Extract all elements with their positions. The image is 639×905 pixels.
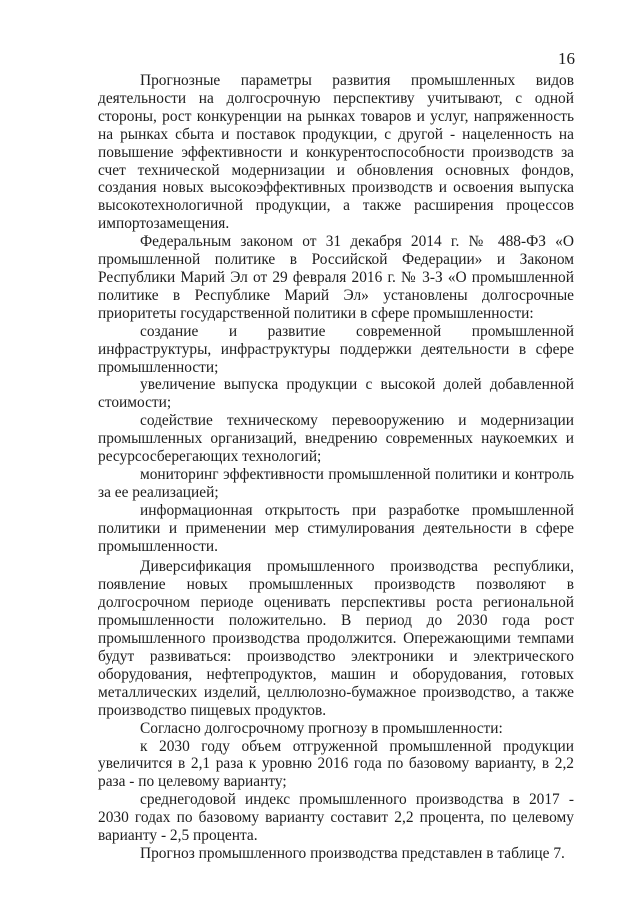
paragraph-federal-law: Федеральным законом от 31 декабря 2014 г. № 488-ФЗ «О промышленной политике в Российской Федерации» и Законом Республики Марий Эл от 29 февраля 2016 г. № 3-З «О промышленной политике в Республике Марий Эл» установлены долгосрочные приоритеты государственной политики в сфере промышленности: (98, 233, 574, 322)
priority-openness: информационная открытость при разработке промышленной политики и применении мер стимулирования деятельности в сфере промышленности. (98, 501, 574, 555)
page-number: 16 (558, 49, 575, 68)
paragraph-table-reference: Прогноз промышленного производства представлен в таблице 7. (140, 844, 565, 862)
priority-monitoring: мониторинг эффективности промышленной политики и контроль за ее реализацией; (98, 465, 574, 501)
paragraph-long-term-forecast: Согласно долгосрочному прогнозу в промышленности: (140, 719, 503, 737)
forecast-shipment-volume: к 2030 году объем отгруженной промышленной продукции увеличится в 2,1 раза к уровню 2016 года по базовому варианту, в 2,2 раза - по целевому варианту; (98, 737, 574, 791)
forecast-production-index: среднегодовой индекс промышленного производства в 2017 - 2030 годах по базовому варианту составит 2,2 процента, по целевому варианту - 2,5 процента. (98, 791, 574, 845)
paragraph-diversification: Диверсификация промышленного производства республики, появление новых промышленных производств позволяют в долгосрочном периоде оценивать перспективы роста региональной промышленности положительно. В период до 2030 года рост промышленного производства продолжится. Опережающими темпами будут развиваться: производство электроники и электрического оборудования, нефтепродуктов, машин и оборудования, готовых металлических изделий, целлюлозно-бумажное производство, а также производство пищевых продуктов. (98, 558, 574, 719)
priority-infrastructure: создание и развитие современной промышленной инфраструктуры, инфраструктуры поддержки деятельности в сфере промышленности; (98, 322, 574, 376)
document-body (98, 72, 574, 863)
paragraph-forecast-parameters: Прогнозные параметры развития промышленных видов деятельности на долгосрочную перспективу учитывают, с одной стороны, рост конкуренции на рынках товаров и услуг, напряженность на рынках сбыта и поставок продукции, с другой - нацеленность на повышение эффективности и конкурентоспособности производств за счет технической модернизации и обновления основных фондов, создания новых высокоэффективных производств и освоения выпуска высокотехнологичной продукции, а также расширения процессов импортозамещения. (98, 72, 574, 233)
priority-modernization: содействие техническому перевооружению и модернизации промышленных организаций, внедрению современных наукоемких и ресурсосберегающих технологий; (98, 412, 574, 466)
priority-value-added: увеличение выпуска продукции с высокой долей добавленной стоимости; (98, 376, 574, 412)
